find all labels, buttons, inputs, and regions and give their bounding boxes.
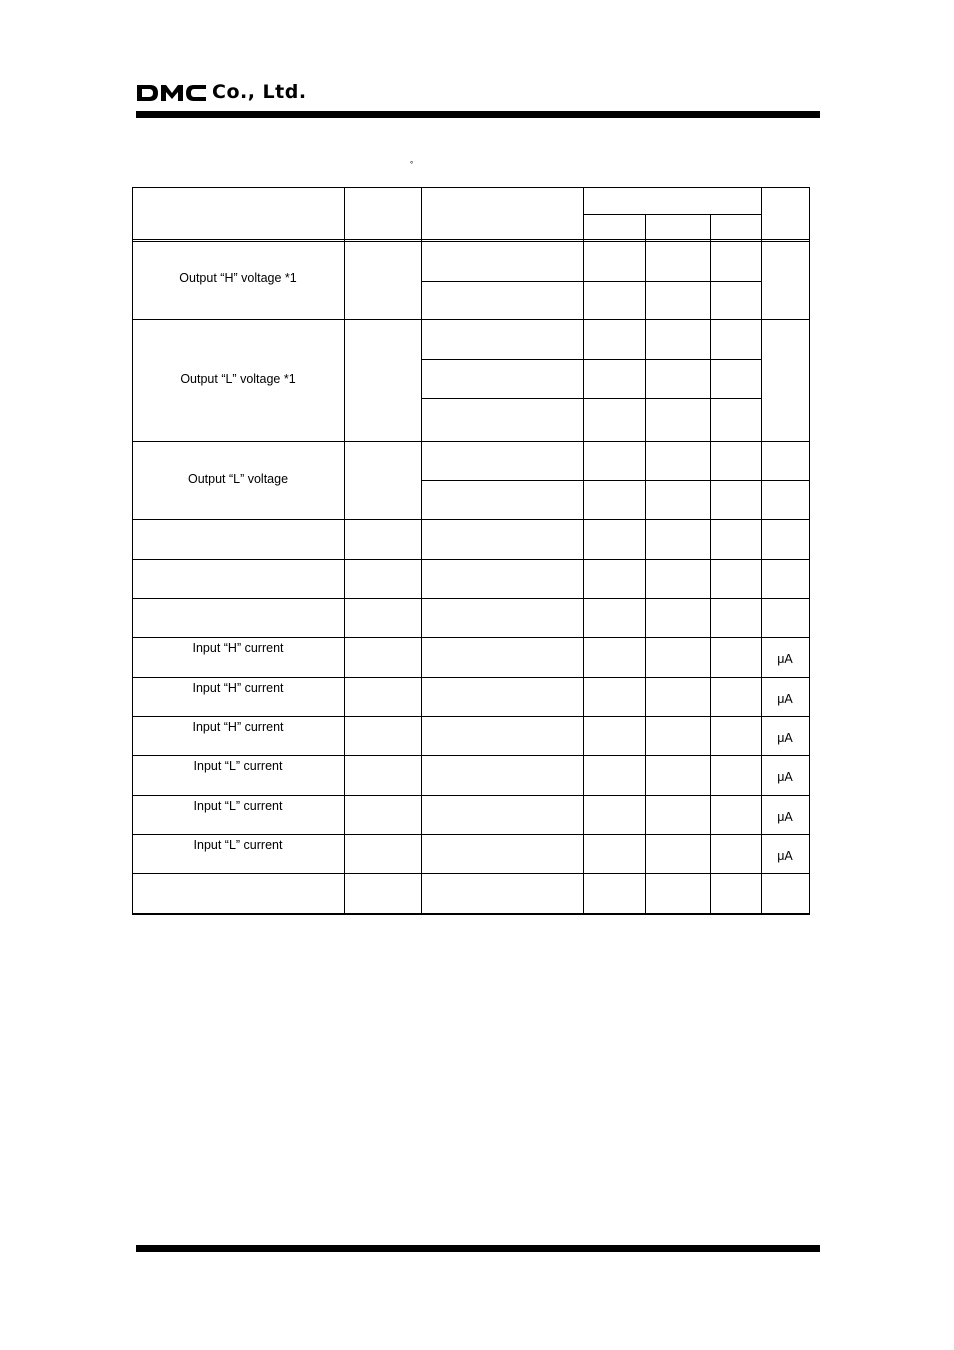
table-subrow-rule bbox=[421, 281, 761, 282]
parameter-cell: Input “H” current bbox=[192, 641, 284, 655]
header-rule bbox=[136, 111, 820, 118]
company-logo bbox=[136, 82, 208, 104]
parameter-cell: Output “H” voltage *1 bbox=[179, 271, 297, 285]
table-row-rule bbox=[132, 795, 810, 796]
table-column-sep bbox=[710, 239, 711, 913]
unit-cell: μA bbox=[777, 770, 793, 784]
unit-cell: μA bbox=[777, 810, 793, 824]
table-row-rule bbox=[132, 319, 810, 320]
company-name: Co., Ltd. bbox=[212, 81, 307, 103]
table-row-rule bbox=[132, 716, 810, 717]
table-row-rule bbox=[132, 441, 810, 442]
table-row-rule bbox=[132, 834, 810, 835]
dmc-logo-mark bbox=[136, 82, 208, 104]
table-header-subrule bbox=[583, 214, 761, 215]
table-row-rule bbox=[132, 598, 810, 599]
table-column-sep bbox=[344, 239, 345, 913]
unit-cell: μA bbox=[777, 652, 793, 666]
unit-cell: μA bbox=[777, 849, 793, 863]
table-row-rule bbox=[132, 637, 810, 638]
table-row-rule bbox=[132, 677, 810, 678]
parameter-cell: Input “H” current bbox=[192, 681, 284, 695]
table-row-rule bbox=[132, 873, 810, 874]
table-column-sep bbox=[421, 239, 422, 913]
table-row-rule bbox=[132, 519, 810, 520]
table-header-rule-2 bbox=[132, 241, 810, 242]
table-header-sep bbox=[421, 187, 422, 239]
table-row-rule bbox=[132, 755, 810, 756]
parameter-cell: Input “H” current bbox=[192, 720, 284, 734]
table-subrow-rule bbox=[421, 480, 809, 481]
parameter-cell: Input “L” current bbox=[193, 838, 283, 852]
table-subrow-rule bbox=[421, 359, 761, 360]
table-header-sep bbox=[583, 187, 584, 239]
table-column-sep bbox=[761, 239, 762, 913]
table-header-sep bbox=[761, 187, 762, 239]
parameter-cell: Input “L” current bbox=[193, 799, 283, 813]
unit-cell: μA bbox=[777, 731, 793, 745]
electrical-characteristics-table bbox=[132, 187, 810, 915]
parameter-cell: Output “L” voltage *1 bbox=[180, 372, 296, 386]
table-border-right bbox=[809, 187, 810, 913]
table-header-sep bbox=[344, 187, 345, 239]
parameter-cell: Output “L” voltage bbox=[187, 472, 289, 486]
table-row-rule bbox=[132, 559, 810, 560]
table-header-sep-min bbox=[645, 214, 646, 239]
degree-mark: ° bbox=[410, 160, 414, 169]
table-border-left bbox=[132, 187, 133, 913]
table-column-sep bbox=[645, 239, 646, 913]
table-border-top bbox=[132, 187, 810, 188]
footer-rule bbox=[136, 1245, 820, 1252]
table-column-sep bbox=[583, 239, 584, 913]
table-header-sep-typ bbox=[710, 214, 711, 239]
table-subrow-rule bbox=[421, 398, 761, 399]
table-border-bottom bbox=[132, 913, 810, 915]
unit-cell: μA bbox=[777, 692, 793, 706]
table-header-rule bbox=[132, 239, 810, 240]
parameter-cell: Input “L” current bbox=[193, 759, 283, 773]
